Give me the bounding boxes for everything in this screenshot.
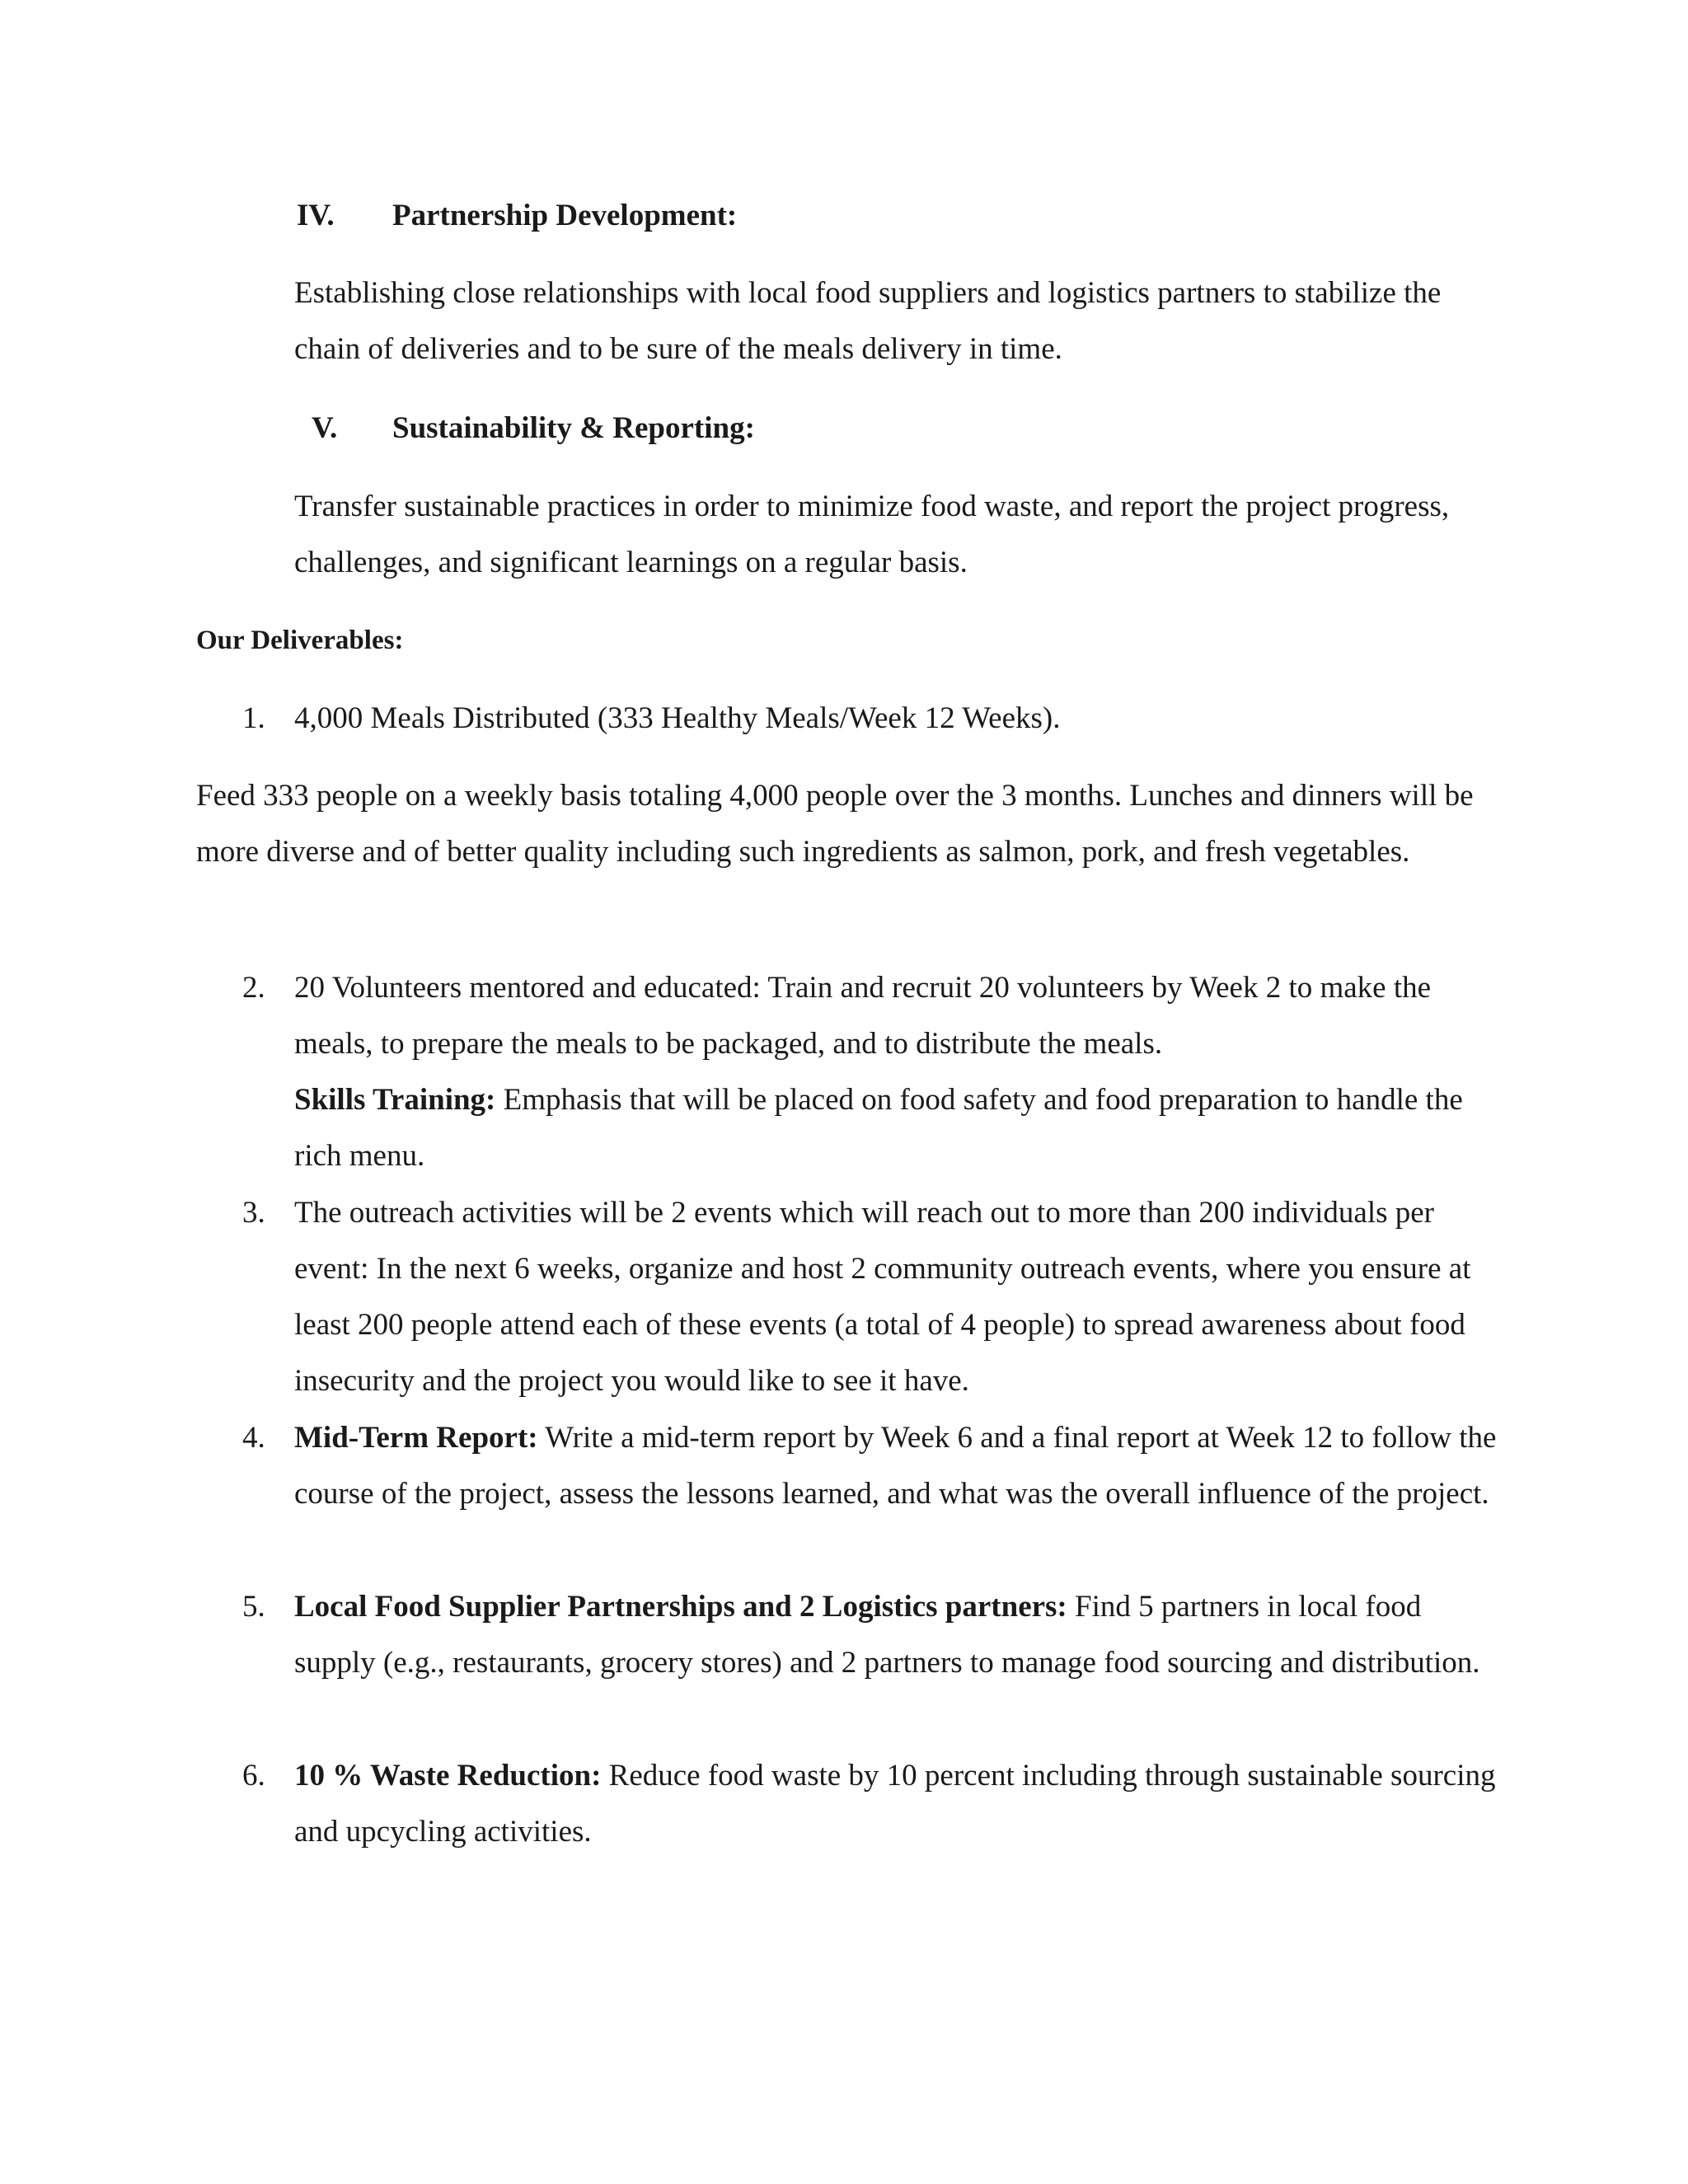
section-heading-partnership <box>297 188 737 244</box>
skills-training-text: Emphasis that will be placed on food safety and food preparation to handle the rich menu. <box>294 1083 1463 1173</box>
deliverable-text: Find 5 partners in local food supply (e.g., restaurants, grocery stores) and 2 partners to manage food sourcing and distribution. <box>294 1590 1480 1680</box>
section-title: Partnership Development: <box>392 199 738 232</box>
list-number: 6. <box>242 1759 265 1793</box>
deliverable-item-3 <box>196 1185 1498 1409</box>
deliverable-item-4 <box>196 1410 1498 1522</box>
deliverable-item-5 <box>196 1579 1498 1691</box>
deliverable-item-2 <box>196 960 1498 1184</box>
deliverable-bold-label: Local Food Supplier Partnerships and 2 Logistics partners: <box>294 1590 1067 1624</box>
deliverable-text: The outreach activities will be 2 events which will reach out to more than 200 individuals per event: In the next 6 weeks, organize and host 2 community outreach events, where you ensure at least 200 people attend each of these events (a total of 4 people) to spread awareness about food insecurity and the project you would like to see it have. <box>294 1196 1471 1398</box>
deliverable-bold-label: 10 % Waste Reduction: <box>294 1759 602 1793</box>
list-number: 2. <box>242 971 265 1005</box>
deliverable-item-6 <box>196 1748 1498 1860</box>
list-number: 1. <box>242 701 265 735</box>
deliverable-item-1 <box>196 691 1498 747</box>
section-numeral: IV. <box>297 199 335 232</box>
deliverable-text: 20 Volunteers mentored and educated: Train and recruit 20 volunteers by Week 2 to make the meals, to prepare the meals to be packaged, and to distribute the meals. <box>294 971 1432 1061</box>
section-paragraph-partnership: Establishing close relationships with local food suppliers and logistics partners to stabilize the chain of deliveries and to be sure of the meals delivery in time. <box>294 276 1442 366</box>
section-paragraph-sustainability: Transfer sustainable practices in order to minimize food waste, and report the project progress, challenges, and significant learnings on a regular basis. <box>294 490 1450 579</box>
deliverable-text: 4,000 Meals Distributed (333 Healthy Meals/Week 12 Weeks). <box>294 701 1061 735</box>
section-numeral: V. <box>312 411 338 445</box>
list-number: 5. <box>242 1590 265 1624</box>
list-number: 3. <box>242 1196 265 1230</box>
section-heading-sustainability <box>297 401 755 457</box>
deliverable-bold-label: Mid-Term Report: <box>294 1421 538 1455</box>
deliverables-heading: Our Deliverables: <box>196 626 404 655</box>
list-number: 4. <box>242 1421 265 1455</box>
skills-training-label: Skills Training: <box>294 1083 496 1117</box>
deliverable-text: Write a mid-term report by Week 6 and a final report at Week 12 to follow the course of the project, assess the lessons learned, and what was the overall influence of the project. <box>294 1421 1497 1511</box>
section-title: Sustainability & Reporting: <box>392 411 755 445</box>
meals-paragraph: Feed 333 people on a weekly basis totaling 4,000 people over the 3 months. Lunches and dinners will be more diverse and of better quality including such ingredients as salmon, pork, and fresh vegetables. <box>196 779 1474 869</box>
deliverable-text: Reduce food waste by 10 percent including through sustainable sourcing and upcycling activities. <box>294 1759 1496 1849</box>
